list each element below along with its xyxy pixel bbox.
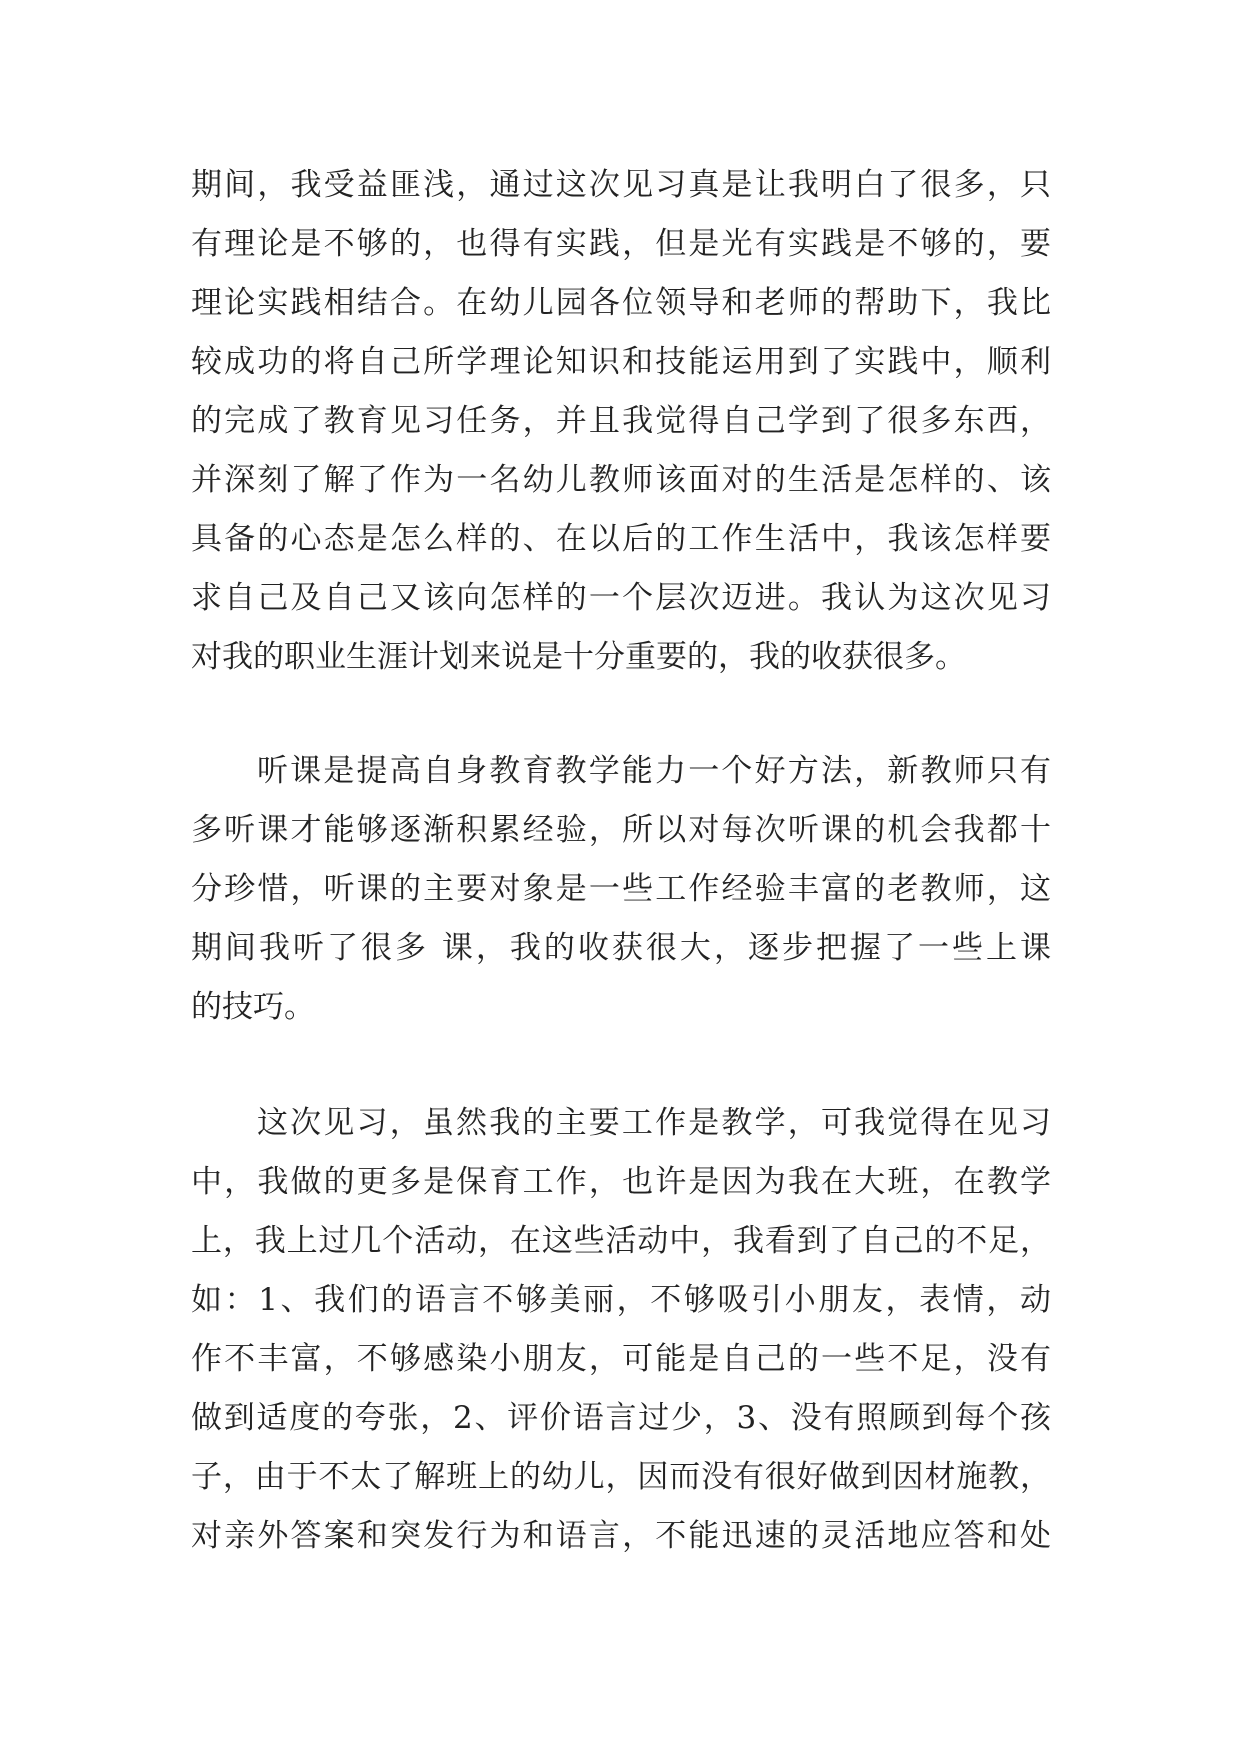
text-line: 中，我做的更多是保育工作，也许是因为我在大班，在教学	[191, 1164, 1051, 1200]
text-line: 的完成了教育见习任务，并且我觉得自己学到了很多东西，	[191, 403, 1051, 439]
text-line: 对亲外答案和突发行为和语言，不能迅速的灵活地应答和处	[191, 1518, 1051, 1554]
text-line: 的技巧。	[191, 989, 315, 1025]
text-line: 如：1、我们的语言不够美丽，不够吸引小朋友，表情，动	[191, 1282, 1051, 1318]
text-line: 这次见习，虽然我的主要工作是教学，可我觉得在见习	[257, 1105, 1051, 1141]
text-line: 并深刻了解了作为一名幼儿教师该面对的生活是怎样的、该	[191, 462, 1051, 498]
text-line: 理论实践相结合。在幼儿园各位领导和老师的帮助下，我比	[191, 285, 1051, 321]
text-line: 子，由于不太了解班上的幼儿，因而没有很好做到因材施教，	[191, 1459, 1051, 1495]
text-line: 期间我听了很多 课，我的收获很大，逐步把握了一些上课	[191, 930, 1051, 966]
text-line: 上，我上过几个活动，在这些活动中，我看到了自己的不足，	[191, 1223, 1051, 1259]
text-line: 多听课才能够逐渐积累经验，所以对每次听课的机会我都十	[191, 812, 1051, 848]
text-line: 具备的心态是怎么样的、在以后的工作生活中，我该怎样要	[191, 521, 1051, 557]
text-line: 做到适度的夸张，2、评价语言过少，3、没有照顾到每个孩	[191, 1400, 1051, 1436]
text-line: 较成功的将自己所学理论知识和技能运用到了实践中，顺利	[191, 344, 1051, 380]
paragraph-3	[191, 1094, 1051, 1566]
text-line: 分珍惜，听课的主要对象是一些工作经验丰富的老教师，这	[191, 871, 1051, 907]
text-line: 对我的职业生涯计划来说是十分重要的，我的收获很多。	[191, 639, 966, 675]
text-line: 求自己及自己又该向怎样的一个层次迈进。我认为这次见习	[191, 580, 1051, 616]
text-line: 作不丰富，不够感染小朋友，可能是自己的一些不足，没有	[191, 1341, 1051, 1377]
text-line: 有理论是不够的，也得有实践，但是光有实践是不够的，要	[191, 226, 1051, 262]
text-line: 听课是提高自身教育教学能力一个好方法，新教师只有	[257, 753, 1051, 789]
text-line: 期间，我受益匪浅，通过这次见习真是让我明白了很多，只	[191, 167, 1051, 203]
paragraph-1	[191, 156, 1051, 687]
paragraph-2	[191, 742, 1051, 1037]
